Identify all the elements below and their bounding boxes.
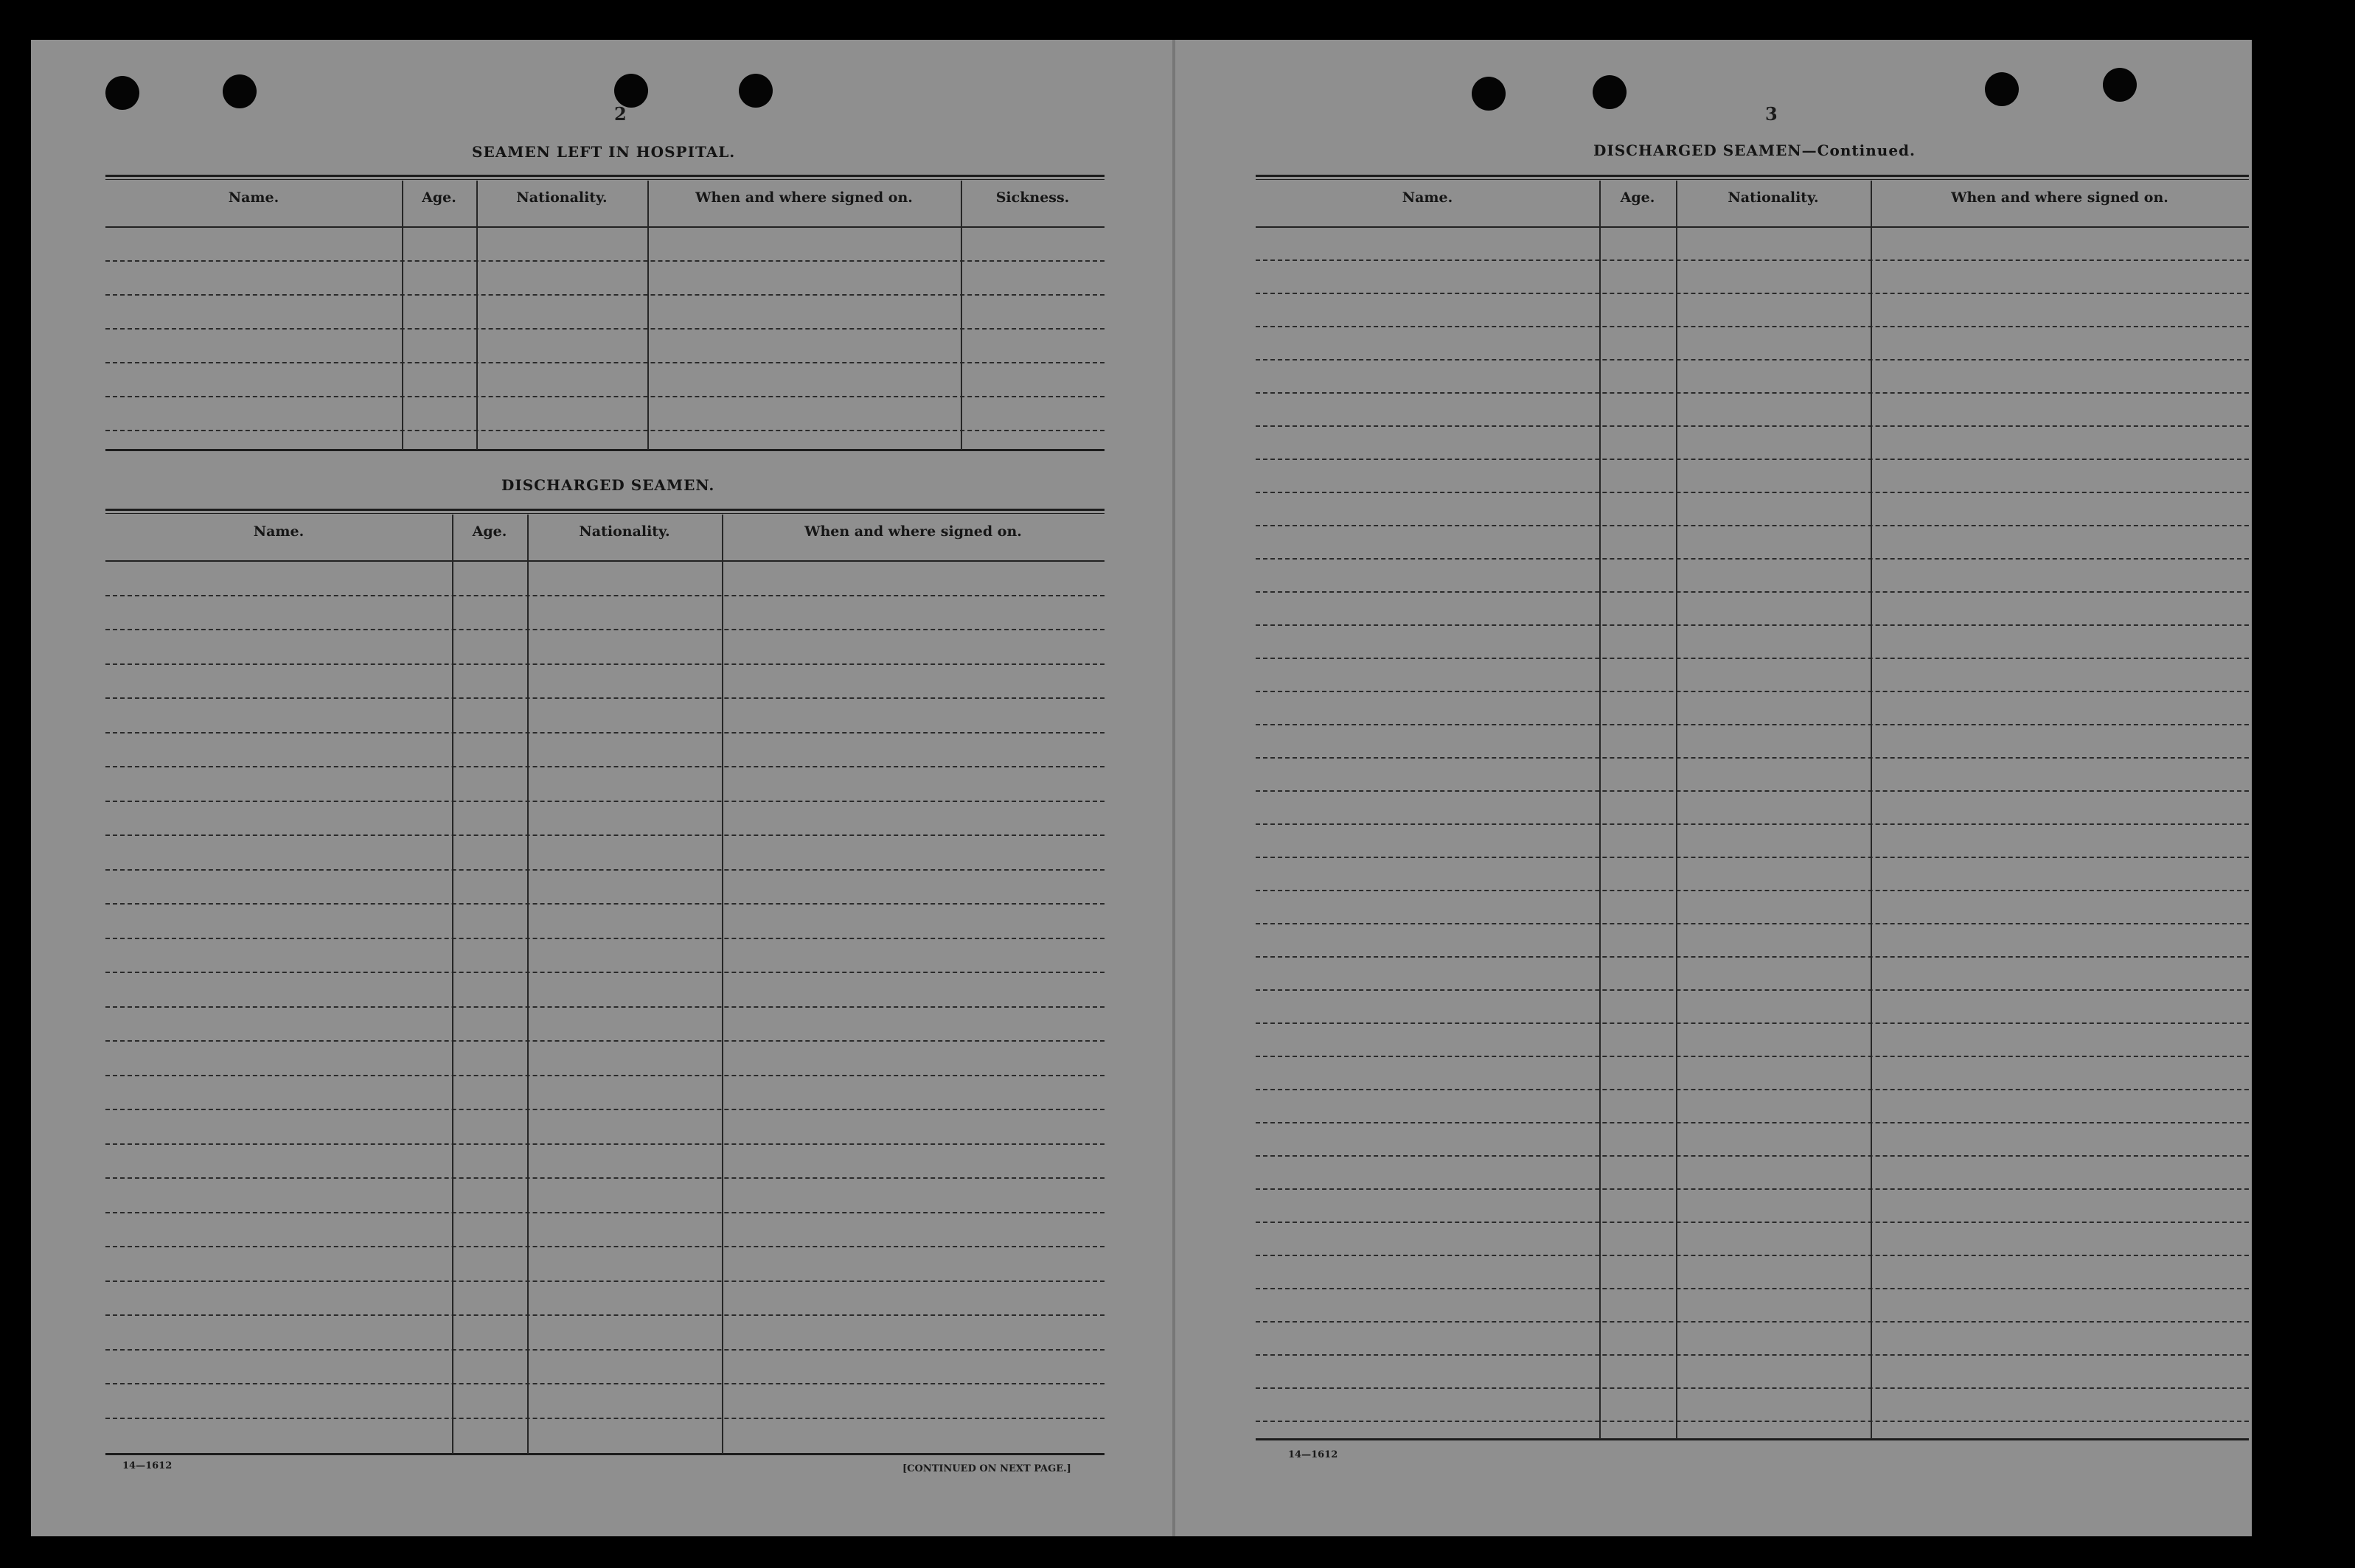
table-row-line: [105, 1383, 1105, 1384]
column-header: Nationality.: [516, 189, 608, 206]
hospital-table: [105, 175, 1105, 451]
table-row-line: [1256, 724, 2249, 725]
table-row-line: [105, 766, 1105, 767]
table-row-line: [1256, 923, 2249, 924]
table-column-rule: [1599, 181, 1601, 1439]
discharged-continued-title: DISCHARGED SEAMEN—Continued.: [1593, 142, 1916, 159]
punch-hole: [223, 74, 257, 108]
page-number-left: 2: [614, 103, 627, 125]
table-row-line: [105, 903, 1105, 905]
table-row-line: [105, 801, 1105, 802]
table-row-line: [105, 869, 1105, 871]
table-row-line: [1256, 558, 2249, 560]
column-header: Age.: [472, 523, 507, 540]
table-header-divider: [105, 560, 1105, 562]
table-row-line: [1256, 1022, 2249, 1024]
table-bottom-rule: [105, 449, 1105, 451]
column-header: When and where signed on.: [695, 189, 913, 206]
column-header: Nationality.: [579, 523, 670, 540]
table-row-line: [1256, 658, 2249, 659]
page-number-right: 3: [1765, 103, 1778, 125]
table-row-line: [105, 1143, 1105, 1145]
table-column-rule: [961, 181, 962, 450]
punch-hole: [1985, 72, 2019, 106]
table-row-line: [1256, 790, 2249, 792]
table-column-rule: [476, 181, 478, 450]
table-row-line: [105, 1006, 1105, 1008]
table-row-line: [1256, 1288, 2249, 1289]
table-row-line: [1256, 1222, 2249, 1223]
table-row-line: [1256, 1421, 2249, 1422]
table-row-line: [105, 1075, 1105, 1076]
page-fold: [1172, 40, 1175, 1536]
column-header: When and where signed on.: [1951, 189, 2168, 206]
column-header: When and where signed on.: [804, 523, 1022, 540]
table-top-rule-thin: [1256, 179, 2249, 180]
column-header: Name.: [253, 523, 305, 540]
table-row-line: [1256, 359, 2249, 360]
table-row-line: [1256, 1387, 2249, 1389]
column-header: Name.: [228, 189, 279, 206]
table-row-line: [105, 663, 1105, 665]
table-top-rule-thin: [105, 179, 1105, 180]
table-row-line: [105, 1349, 1105, 1351]
table-row-line: [105, 595, 1105, 596]
table-row-line: [105, 430, 1105, 431]
table-row-line: [1256, 823, 2249, 825]
table-row-line: [1256, 293, 2249, 294]
table-row-line: [1256, 591, 2249, 593]
table-row-line: [1256, 890, 2249, 891]
continued-note: [CONTINUED ON NEXT PAGE.]: [902, 1463, 1071, 1474]
form-number-right: 14—1612: [1288, 1449, 1338, 1460]
table-top-rule: [105, 175, 1105, 177]
column-header: Age.: [422, 189, 456, 206]
table-row-line: [1256, 956, 2249, 958]
table-row-line: [105, 938, 1105, 939]
punch-hole: [1472, 77, 1506, 111]
table-row-line: [105, 697, 1105, 699]
table-row-line: [105, 1314, 1105, 1316]
table-column-rule: [452, 515, 453, 1454]
table-column-rule: [722, 515, 723, 1454]
table-header-divider: [105, 226, 1105, 228]
table-top-rule-thin: [105, 513, 1105, 514]
table-row-line: [1256, 392, 2249, 394]
table-row-line: [1256, 624, 2249, 626]
table-column-rule: [647, 181, 649, 450]
table-column-rule: [1871, 181, 1872, 1439]
table-row-line: [1256, 1056, 2249, 1057]
table-row-line: [105, 732, 1105, 734]
table-column-rule: [402, 181, 403, 450]
table-row-line: [105, 260, 1105, 262]
punch-hole: [739, 74, 773, 108]
hospital-section-title: SEAMEN LEFT IN HOSPITAL.: [472, 143, 736, 161]
table-row-line: [1256, 1155, 2249, 1157]
table-row-line: [105, 362, 1105, 363]
table-row-line: [105, 1177, 1105, 1179]
table-row-line: [1256, 691, 2249, 692]
punch-hole: [2103, 68, 2137, 102]
form-number-left: 14—1612: [122, 1460, 173, 1471]
table-row-line: [105, 1280, 1105, 1282]
table-row-line: [1256, 459, 2249, 460]
table-row-line: [1256, 1122, 2249, 1123]
table-row-line: [105, 1109, 1105, 1110]
table-row-line: [105, 972, 1105, 973]
table-bottom-rule: [1256, 1438, 2249, 1440]
table-row-line: [1256, 1354, 2249, 1356]
discharged-table: [105, 509, 1105, 1455]
table-row-line: [1256, 757, 2249, 759]
table-row-line: [1256, 425, 2249, 427]
punch-hole: [105, 76, 139, 110]
column-header: Sickness.: [995, 189, 1070, 206]
table-row-line: [1256, 1321, 2249, 1323]
column-header: Nationality.: [1728, 189, 1819, 206]
table-row-line: [105, 294, 1105, 296]
table-row-line: [1256, 259, 2249, 261]
table-row-line: [1256, 326, 2249, 327]
table-row-line: [1256, 857, 2249, 858]
table-row-line: [105, 1418, 1105, 1419]
table-row-line: [1256, 1255, 2249, 1256]
table-row-line: [105, 396, 1105, 397]
discharged-section-title: DISCHARGED SEAMEN.: [501, 476, 715, 494]
table-row-line: [1256, 1089, 2249, 1090]
table-row-line: [105, 328, 1105, 330]
table-row-line: [1256, 525, 2249, 526]
table-column-rule: [1676, 181, 1677, 1439]
table-column-rule: [527, 515, 529, 1454]
table-row-line: [1256, 989, 2249, 991]
column-header: Age.: [1620, 189, 1655, 206]
table-bottom-rule: [105, 1453, 1105, 1455]
table-row-line: [105, 834, 1105, 836]
table-header-divider: [1256, 226, 2249, 228]
column-header: Name.: [1402, 189, 1453, 206]
table-row-line: [1256, 492, 2249, 493]
table-row-line: [105, 1246, 1105, 1247]
table-top-rule: [1256, 175, 2249, 177]
table-top-rule: [105, 509, 1105, 511]
punch-hole: [1593, 75, 1627, 109]
discharged-continued-table: [1256, 175, 2249, 1440]
table-row-line: [1256, 1188, 2249, 1190]
table-row-line: [105, 629, 1105, 630]
table-row-line: [105, 1212, 1105, 1213]
table-row-line: [105, 1040, 1105, 1042]
